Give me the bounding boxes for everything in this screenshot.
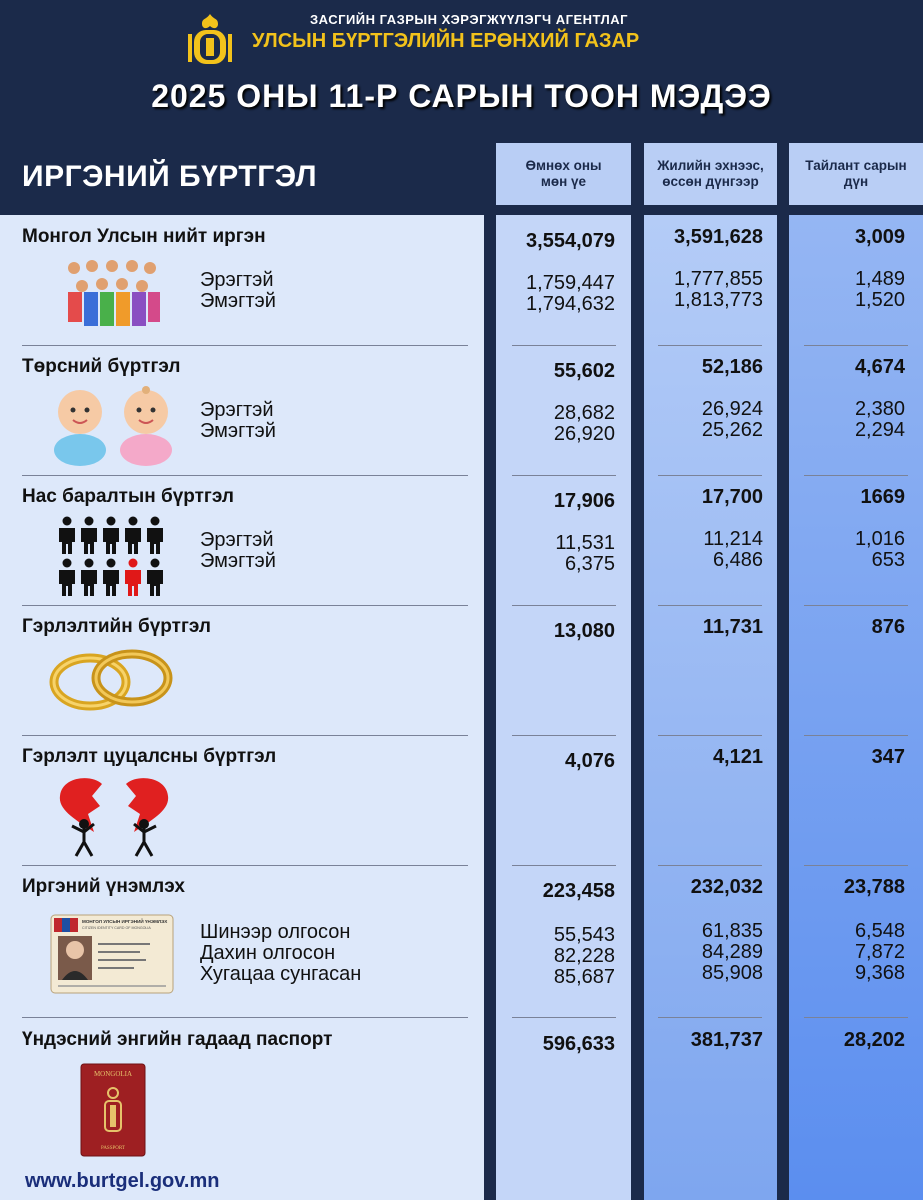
divider xyxy=(658,475,762,476)
divider xyxy=(804,865,908,866)
value-previous-year: 28,682 xyxy=(553,402,615,424)
divider xyxy=(22,345,468,346)
divider xyxy=(512,475,616,476)
value-report-month: 2,380 xyxy=(854,398,905,420)
total-report-month: 4,674 xyxy=(854,356,905,378)
section-label: Монгол Улсын нийт иргэн xyxy=(22,226,266,247)
divider xyxy=(22,475,468,476)
value-previous-year: 82,228 xyxy=(553,945,615,967)
page-title: 2025 ОНЫ 11-Р САРЫН ТООН МЭДЭЭ xyxy=(151,78,772,114)
people-silhouettes-icon xyxy=(56,516,166,598)
person-silhouette-icon xyxy=(125,559,141,597)
value-previous-year: 6,375 xyxy=(564,553,615,575)
sub-label: Эмэгтэй xyxy=(200,290,276,312)
value-report-month: 9,368 xyxy=(854,962,905,984)
value-year-to-date: 11,214 xyxy=(703,528,763,550)
value-previous-year: 26,920 xyxy=(553,423,615,445)
divider xyxy=(512,735,616,736)
divider xyxy=(22,1017,468,1018)
value-year-to-date: 85,908 xyxy=(701,962,763,984)
value-report-month: 1,489 xyxy=(854,268,905,290)
divider xyxy=(22,865,468,866)
header xyxy=(0,0,923,215)
divider xyxy=(804,605,908,606)
sub-label: Эрэгтэй xyxy=(200,399,274,421)
value-report-month: 6,548 xyxy=(854,920,905,942)
section-label: Гэрлэлтийн бүртгэл xyxy=(22,616,211,637)
person-silhouette-icon xyxy=(81,517,97,555)
section-label: Төрсний бүртгэл xyxy=(22,356,181,377)
total-report-month: 28,202 xyxy=(843,1029,905,1051)
total-report-month: 347 xyxy=(871,746,905,768)
person-silhouette-icon xyxy=(103,517,119,555)
wedding-rings-icon xyxy=(48,646,174,712)
value-report-month: 2,294 xyxy=(854,419,905,441)
total-previous-year: 4,076 xyxy=(564,750,615,772)
divider xyxy=(512,1017,616,1018)
divider xyxy=(804,345,908,346)
babies-icon xyxy=(48,386,178,468)
value-report-month: 7,872 xyxy=(854,941,905,963)
divider xyxy=(804,735,908,736)
divider xyxy=(658,1017,762,1018)
total-previous-year: 17,906 xyxy=(553,490,615,512)
section-label: Иргэний үнэмлэх xyxy=(22,876,186,897)
section-label: Нас баралтын бүртгэл xyxy=(22,486,234,507)
divider xyxy=(658,735,762,736)
value-previous-year: 1,794,632 xyxy=(526,293,615,315)
divider xyxy=(804,475,908,476)
value-year-to-date: 61,835 xyxy=(701,920,763,942)
value-year-to-date: 84,289 xyxy=(701,941,763,963)
id-card-subheading: CITIZEN IDENTITY CARD OF MONGOLIA xyxy=(82,926,151,930)
total-year-to-date: 52,186 xyxy=(701,356,763,378)
person-silhouette-icon xyxy=(59,517,75,555)
total-year-to-date: 381,737 xyxy=(690,1029,763,1051)
broken-heart-icon xyxy=(54,776,174,858)
total-year-to-date: 17,700 xyxy=(701,486,763,508)
person-silhouette-icon xyxy=(59,559,75,597)
value-previous-year: 1,759,447 xyxy=(526,272,615,294)
sub-label: Эмэгтэй xyxy=(200,420,276,442)
agency-name: ЗАСГИЙН ГАЗРЫН ХЭРЭГЖҮҮЛЭГЧ АГЕНТЛАГ xyxy=(310,12,629,27)
crowd-icon xyxy=(62,258,162,330)
value-report-month: 1,016 xyxy=(854,528,905,550)
sub-label: Эрэгтэй xyxy=(200,269,274,291)
id-card-heading: МОНГОЛ УЛСЫН ИРГЭНИЙ ҮНЭМЛЭХ xyxy=(82,919,168,924)
total-year-to-date: 232,032 xyxy=(690,876,763,898)
divider xyxy=(658,865,762,866)
total-previous-year: 55,602 xyxy=(553,360,615,382)
value-previous-year: 11,531 xyxy=(555,532,615,554)
sub-label: Шинээр олгосон xyxy=(200,921,351,943)
sub-label: Эрэгтэй xyxy=(200,529,274,551)
total-report-month: 1669 xyxy=(860,486,905,508)
divider xyxy=(22,605,468,606)
person-silhouette-icon xyxy=(147,559,163,597)
divider xyxy=(658,605,762,606)
person-silhouette-icon xyxy=(147,517,163,555)
total-previous-year: 3,554,079 xyxy=(526,230,615,252)
total-year-to-date: 3,591,628 xyxy=(674,226,763,248)
divider xyxy=(22,735,468,736)
section-title: ИРГЭНИЙ БҮРТГЭЛ xyxy=(22,160,317,193)
column-header-report-month: Тайлант сарын дүн xyxy=(789,143,923,205)
divider xyxy=(512,865,616,866)
divider xyxy=(804,1017,908,1018)
value-year-to-date: 6,486 xyxy=(712,549,763,571)
soyombo-emblem-icon xyxy=(184,12,236,70)
organization-name: УЛСЫН БҮРТГЭЛИЙН ЕРӨНХИЙ ГАЗАР xyxy=(252,30,640,52)
section-label: Гэрлэлт цуцалсны бүртгэл xyxy=(22,746,277,767)
person-silhouette-icon xyxy=(103,559,119,597)
passport-title: MONGOLIA xyxy=(93,1070,133,1078)
website-link[interactable]: www.burtgel.gov.mn xyxy=(25,1170,220,1192)
section-label: Үндэсний энгийн гадаад паспорт xyxy=(22,1029,333,1050)
total-year-to-date: 11,731 xyxy=(702,616,763,638)
total-report-month: 876 xyxy=(871,616,905,638)
total-previous-year: 223,458 xyxy=(542,880,615,902)
sub-label: Дахин олгосон xyxy=(200,942,336,964)
id-card-icon xyxy=(50,914,174,994)
person-silhouette-icon xyxy=(125,517,141,555)
total-report-month: 3,009 xyxy=(854,226,905,248)
total-year-to-date: 4,121 xyxy=(712,746,763,768)
divider xyxy=(658,345,762,346)
divider xyxy=(512,605,616,606)
total-previous-year: 13,080 xyxy=(553,620,615,642)
value-year-to-date: 1,777,855 xyxy=(674,268,763,290)
sub-label: Эмэгтэй xyxy=(200,550,276,572)
divider xyxy=(512,345,616,346)
sub-label: Хугацаа сунгасан xyxy=(200,963,362,985)
column-header-previous-year: Өмнөх оны мөн үе xyxy=(496,143,631,205)
passport-subtitle: PASSPORT xyxy=(101,1146,125,1151)
value-report-month: 1,520 xyxy=(854,289,905,311)
value-report-month: 653 xyxy=(871,549,905,571)
total-report-month: 23,788 xyxy=(843,876,905,898)
passport-icon xyxy=(80,1063,146,1157)
person-silhouette-icon xyxy=(81,559,97,597)
value-previous-year: 55,543 xyxy=(553,924,615,946)
value-year-to-date: 25,262 xyxy=(701,419,763,441)
value-year-to-date: 26,924 xyxy=(701,398,763,420)
column-header-year-to-date: Жилийн эхнээс, өссөн дүнгээр xyxy=(644,143,777,205)
value-year-to-date: 1,813,773 xyxy=(674,289,763,311)
value-previous-year: 85,687 xyxy=(553,966,615,988)
total-previous-year: 596,633 xyxy=(542,1033,615,1055)
